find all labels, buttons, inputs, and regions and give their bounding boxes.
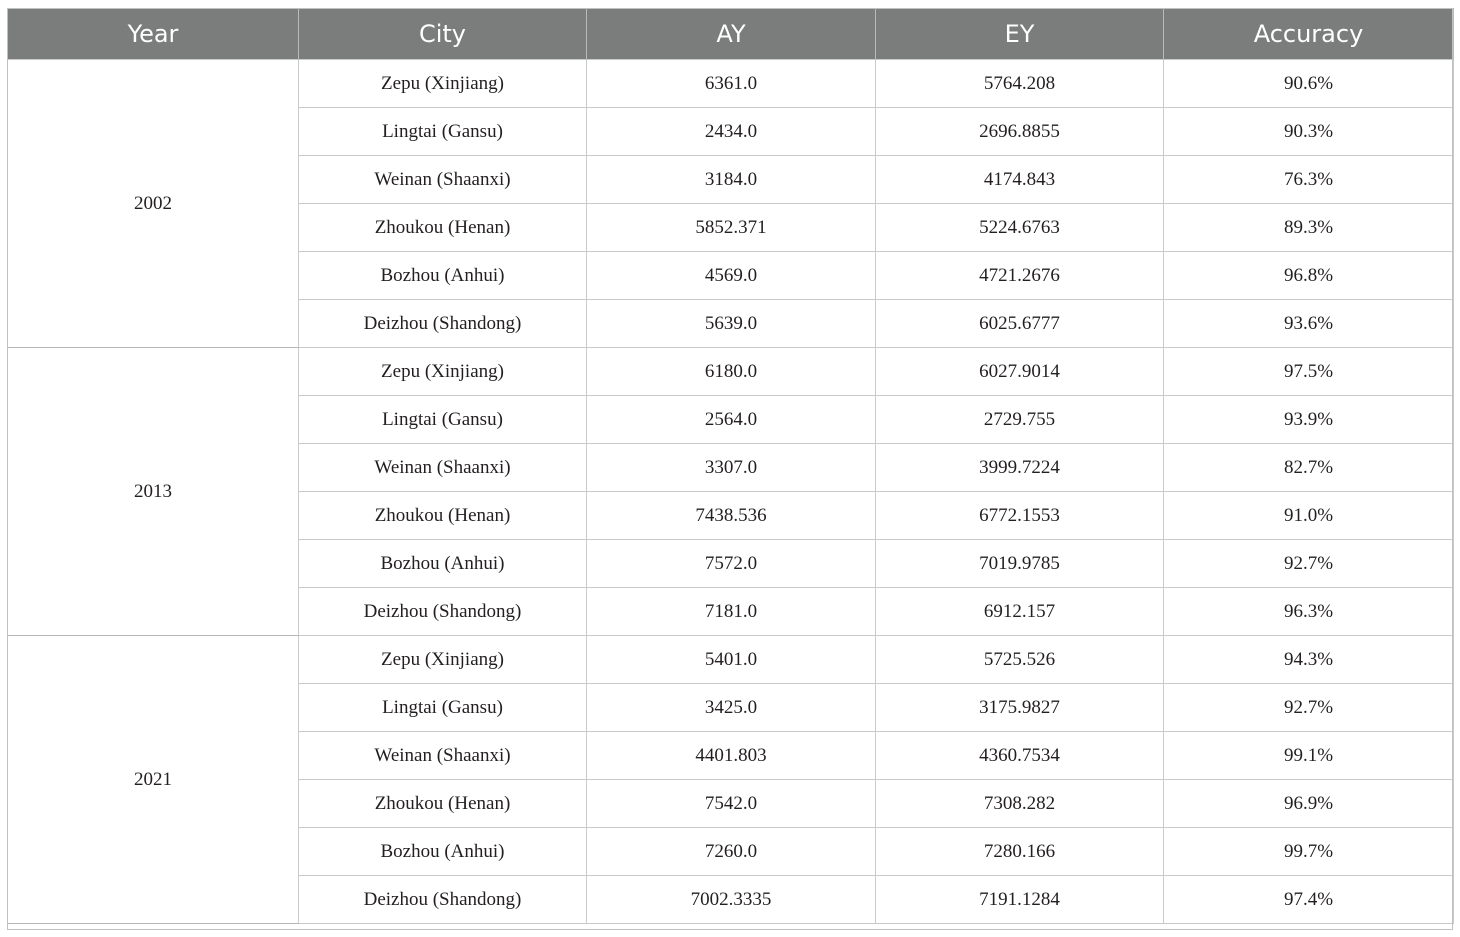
ey-cell: 4721.2676 [876, 252, 1164, 300]
year-cell: 2021 [8, 636, 299, 924]
ay-cell: 7542.0 [587, 780, 876, 828]
ay-cell: 3307.0 [587, 444, 876, 492]
table-row [8, 60, 1454, 108]
year-cell: 2013 [8, 348, 299, 636]
ay-cell: 6361.0 [587, 60, 876, 108]
ay-cell: 5852.371 [587, 204, 876, 252]
ey-cell: 5224.6763 [876, 204, 1164, 252]
city-cell: Deizhou (Shandong) [299, 300, 587, 348]
ey-cell: 4360.7534 [876, 732, 1164, 780]
header-ey: EY [876, 8, 1164, 60]
accuracy-cell: 97.4% [1164, 876, 1454, 924]
city-cell: Zhoukou (Henan) [299, 492, 587, 540]
accuracy-cell: 96.3% [1164, 588, 1454, 636]
city-cell: Bozhou (Anhui) [299, 828, 587, 876]
table-row [8, 348, 1454, 396]
accuracy-cell: 91.0% [1164, 492, 1454, 540]
accuracy-cell: 93.6% [1164, 300, 1454, 348]
accuracy-cell: 92.7% [1164, 684, 1454, 732]
ay-cell: 4569.0 [587, 252, 876, 300]
accuracy-cell: 93.9% [1164, 396, 1454, 444]
city-cell: Deizhou (Shandong) [299, 588, 587, 636]
header-accuracy: Accuracy [1164, 8, 1454, 60]
ey-cell: 5764.208 [876, 60, 1164, 108]
accuracy-cell: 90.3% [1164, 108, 1454, 156]
header-year: Year [8, 8, 299, 60]
accuracy-cell: 76.3% [1164, 156, 1454, 204]
header-city: City [299, 8, 587, 60]
ay-cell: 7002.3335 [587, 876, 876, 924]
ey-cell: 7280.166 [876, 828, 1164, 876]
ay-cell: 4401.803 [587, 732, 876, 780]
accuracy-cell: 92.7% [1164, 540, 1454, 588]
ay-cell: 5401.0 [587, 636, 876, 684]
ey-cell: 6027.9014 [876, 348, 1164, 396]
ey-cell: 3175.9827 [876, 684, 1164, 732]
accuracy-cell: 97.5% [1164, 348, 1454, 396]
table-header [8, 8, 1454, 60]
accuracy-cell: 82.7% [1164, 444, 1454, 492]
ay-cell: 7181.0 [587, 588, 876, 636]
table-row [8, 636, 1454, 684]
ey-cell: 2729.755 [876, 396, 1164, 444]
ay-cell: 5639.0 [587, 300, 876, 348]
ey-cell: 7308.282 [876, 780, 1164, 828]
ey-cell: 5725.526 [876, 636, 1164, 684]
yield-accuracy-table [7, 8, 1454, 924]
city-cell: Weinan (Shaanxi) [299, 732, 587, 780]
ey-cell: 7191.1284 [876, 876, 1164, 924]
city-cell: Zepu (Xinjiang) [299, 636, 587, 684]
data-table-container [7, 8, 1453, 924]
ay-cell: 2434.0 [587, 108, 876, 156]
city-cell: Zhoukou (Henan) [299, 780, 587, 828]
ey-cell: 2696.8855 [876, 108, 1164, 156]
accuracy-cell: 96.8% [1164, 252, 1454, 300]
city-cell: Lingtai (Gansu) [299, 396, 587, 444]
ey-cell: 4174.843 [876, 156, 1164, 204]
ay-cell: 7260.0 [587, 828, 876, 876]
ay-cell: 6180.0 [587, 348, 876, 396]
accuracy-cell: 99.1% [1164, 732, 1454, 780]
ey-cell: 7019.9785 [876, 540, 1164, 588]
header-ay: AY [587, 8, 876, 60]
ey-cell: 6025.6777 [876, 300, 1164, 348]
city-cell: Zhoukou (Henan) [299, 204, 587, 252]
city-cell: Bozhou (Anhui) [299, 540, 587, 588]
ay-cell: 3184.0 [587, 156, 876, 204]
ay-cell: 7572.0 [587, 540, 876, 588]
city-cell: Zepu (Xinjiang) [299, 348, 587, 396]
city-cell: Weinan (Shaanxi) [299, 444, 587, 492]
city-cell: Lingtai (Gansu) [299, 108, 587, 156]
ay-cell: 7438.536 [587, 492, 876, 540]
accuracy-cell: 99.7% [1164, 828, 1454, 876]
accuracy-cell: 94.3% [1164, 636, 1454, 684]
accuracy-cell: 90.6% [1164, 60, 1454, 108]
city-cell: Deizhou (Shandong) [299, 876, 587, 924]
city-cell: Bozhou (Anhui) [299, 252, 587, 300]
accuracy-cell: 96.9% [1164, 780, 1454, 828]
year-cell: 2002 [8, 60, 299, 348]
header-row [8, 8, 1454, 60]
city-cell: Lingtai (Gansu) [299, 684, 587, 732]
ay-cell: 3425.0 [587, 684, 876, 732]
city-cell: Weinan (Shaanxi) [299, 156, 587, 204]
ay-cell: 2564.0 [587, 396, 876, 444]
ey-cell: 3999.7224 [876, 444, 1164, 492]
accuracy-cell: 89.3% [1164, 204, 1454, 252]
table-body [8, 60, 1454, 924]
ey-cell: 6912.157 [876, 588, 1164, 636]
ey-cell: 6772.1553 [876, 492, 1164, 540]
city-cell: Zepu (Xinjiang) [299, 60, 587, 108]
